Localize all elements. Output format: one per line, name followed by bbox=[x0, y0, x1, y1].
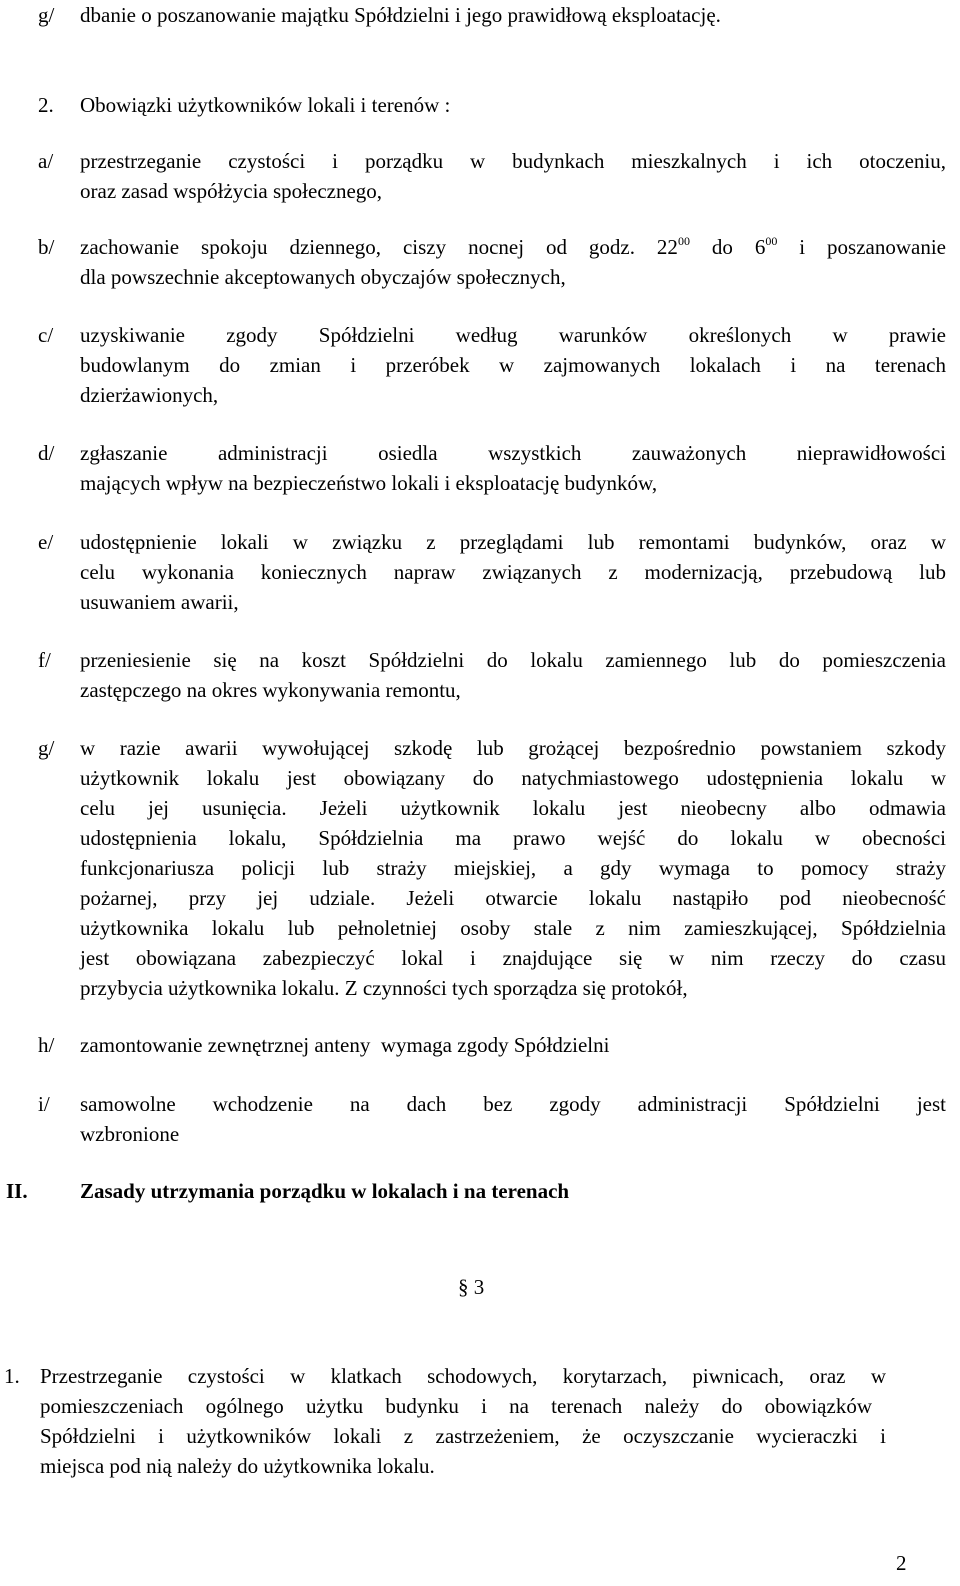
item-line: usuwaniem awarii, bbox=[80, 590, 239, 614]
section-number: II. bbox=[6, 1179, 28, 1203]
point-line: Spółdzielni i użytkowników lokali z zastrzeżeniem, że oczyszczanie wycieraczki i bbox=[40, 1424, 886, 1448]
item-line: przeniesienie się na koszt Spółdzielni do lokalu zamiennego lub do pomieszczenia bbox=[80, 648, 946, 672]
item-line: celu wykonania koniecznych napraw związanych z modernizacją, przebudową lub bbox=[80, 560, 946, 584]
item-line: samowolne wchodzenie na dach bez zgody administracji Spółdzielni jest bbox=[80, 1092, 946, 1116]
item-line: udostępnienia lokalu, Spółdzielnia ma prawo wejść do lokalu w obecności bbox=[80, 826, 946, 850]
item-line: zgłaszanie administracji osiedla wszystkich zauważonych nieprawidłowości bbox=[80, 441, 946, 465]
item-line: dla powszechnie akceptowanych obyczajów społecznych, bbox=[80, 265, 566, 289]
item-line: wzbronione bbox=[80, 1122, 180, 1146]
item-label: h/ bbox=[38, 1033, 55, 1057]
item-line: przestrzeganie czystości i porządku w budynkach mieszkalnych i ich otoczeniu, bbox=[80, 149, 946, 173]
item-line: w razie awarii wywołującej szkodę lub grożącej bezpośrednio powstaniem szkody bbox=[80, 736, 946, 760]
item-line: uzyskiwanie zgody Spółdzielni według warunków określonych w prawie bbox=[80, 323, 946, 347]
item-line: przybycia użytkownika lokalu. Z czynności tych sporządza się protokół, bbox=[80, 976, 688, 1000]
item-line: jest obowiązana zabezpieczyć lokal i znajdujące się w nim rzeczy do czasu bbox=[80, 946, 946, 970]
item-label: d/ bbox=[38, 441, 55, 465]
item-line: zastępczego na okres wykonywania remontu, bbox=[80, 678, 461, 702]
item-label: c/ bbox=[38, 323, 54, 347]
text-fragment: i poszanowanie bbox=[777, 235, 946, 259]
superscript: 00 bbox=[677, 234, 690, 248]
item-line: oraz zasad współżycia społecznego, bbox=[80, 179, 383, 203]
text-fragment: zachowanie spokoju dziennego, ciszy nocnej od godz. 22 bbox=[80, 235, 678, 259]
item-line: mających wpływ na bezpieczeństwo lokali i eksploatację budynków, bbox=[80, 471, 658, 495]
item-line bbox=[80, 232, 946, 262]
item-label: i/ bbox=[38, 1092, 50, 1116]
item-label: b/ bbox=[38, 235, 55, 259]
text-fragment: do 6 bbox=[689, 235, 766, 259]
point-line: pomieszczeniach ogólnego użytku budynku i na terenach należy do obowiązków bbox=[40, 1394, 872, 1418]
item-label: f/ bbox=[38, 648, 51, 672]
item-line: udostępnienie lokali w związku z przeglądami lub remontami budynków, oraz w bbox=[80, 530, 946, 554]
item-label: e/ bbox=[38, 530, 54, 554]
item-text: dbanie o poszanowanie majątku Spółdzielni i jego prawidłową eksploatację. bbox=[80, 3, 721, 27]
item-line: użytkownika lokalu lub pełnoletniej osoby stale z nim zamieszkującej, Spółdzielnia bbox=[80, 916, 946, 940]
point-line: Przestrzeganie czystości w klatkach schodowych, korytarzach, piwnicach, oraz w bbox=[40, 1364, 886, 1388]
item-line: budowlanym do zmian i przeróbek w zajmowanych lokalach i na terenach bbox=[80, 353, 946, 377]
item-line: pożarnej, przy jej udziale. Jeżeli otwarcie lokalu nastąpiło pod nieobecność bbox=[80, 886, 946, 910]
point-number: 1. bbox=[4, 1364, 20, 1388]
superscript: 00 bbox=[765, 234, 778, 248]
item-line: celu jej usunięcia. Jeżeli użytkownik lokalu jest nieobecny albo odmawia bbox=[80, 796, 946, 820]
item-line: funkcjonariusza policji lub straży miejskiej, a gdy wymaga to pomocy straży bbox=[80, 856, 946, 880]
section-number: 2. bbox=[38, 93, 54, 117]
page-number: 2 bbox=[896, 1551, 907, 1575]
item-label: g/ bbox=[38, 736, 55, 760]
item-line: użytkownik lokalu jest obowiązany do natychmiastowego udostępnienia lokalu w bbox=[80, 766, 946, 790]
point-line: miejsca pod nią należy do użytkownika lokalu. bbox=[40, 1454, 435, 1478]
item-line: dzierżawionych, bbox=[80, 383, 219, 407]
paragraph-mark: § 3 bbox=[458, 1275, 485, 1299]
section-title: Obowiązki użytkowników lokali i terenów : bbox=[80, 93, 451, 117]
item-line: zamontowanie zewnętrznej anteny wymaga zgody Spółdzielni bbox=[80, 1033, 610, 1057]
item-label: g/ bbox=[38, 3, 55, 27]
section-title: Zasady utrzymania porządku w lokalach i na terenach bbox=[80, 1179, 570, 1203]
item-label: a/ bbox=[38, 149, 54, 173]
